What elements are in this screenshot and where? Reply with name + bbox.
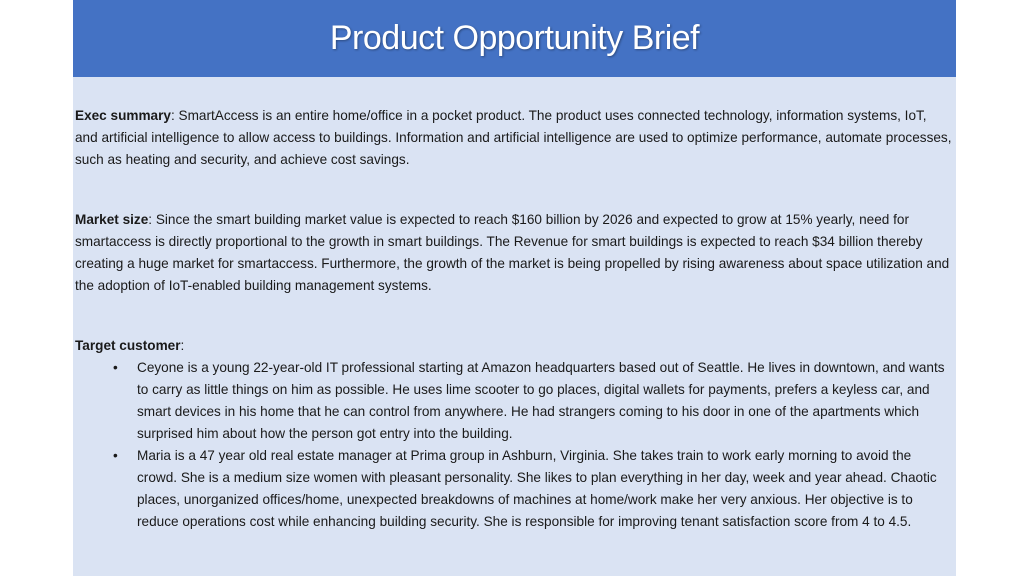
title-bar (73, 0, 956, 77)
market-size-text: : Since the smart building market value is expected to reach $160 billion by 2026 and expected to grow at 15% yearly, need for smartaccess is directly proportional to the growth in smart buildings. The Revenue for smart buildings is expected to reach $34 billion thereby creating a huge market for smartaccess. Furthermore, the growth of the market is being propelled by rising awareness about space utilization and the adoption of IoT-enabled building management systems. (75, 212, 950, 293)
persona-ceyone-text: Ceyone is a young 22-year-old IT professional starting at Amazon headquarters based out of Seattle. He lives in downtown, and wants to carry as little things on him as possible. He uses lime scooter to go places, digital wallets for payments, prefers a keyless car, and smart devices in his home that he can control from anywhere. He had strangers coming to his door in one of the apartments which surprised him about how the person got entry into the building. (137, 360, 945, 441)
list-item (75, 445, 953, 533)
bullet-icon: • (113, 448, 118, 463)
bullet-icon: • (113, 360, 118, 375)
target-customer-colon: : (180, 338, 185, 353)
slide (73, 0, 956, 576)
slide-body (75, 105, 953, 533)
slide-title: Product Opportunity Brief (329, 19, 700, 57)
target-customer-label: Target customer (75, 338, 181, 353)
exec-summary-text: : SmartAccess is an entire home/office in a pocket product. The product uses connected technology, information systems, IoT, and artificial intelligence to allow access to buildings. Information and artificial intelligence are used to optimize performance, automate processes, such as heating and security, and achieve cost savings. (75, 108, 952, 167)
exec-summary-paragraph (75, 105, 953, 171)
persona-maria-text: Maria is a 47 year old real estate manager at Prima group in Ashburn, Virginia. She takes train to work early morning to avoid the crowd. She is a medium size women with pleasant personality. She likes to plan everything in her day, week and year ahead. Chaotic places, unorganized offices/home, unexpected breakdowns of machines at home/work make her very anxious. Her objective is to reduce operations cost while enhancing building security. She is responsible for improving tenant satisfaction score from 4 to 4.5. (137, 448, 937, 529)
market-size-label: Market size (75, 212, 149, 227)
target-customer-list (75, 357, 953, 533)
exec-summary-label: Exec summary (75, 108, 171, 123)
target-customer-heading (75, 335, 953, 357)
market-size-paragraph (75, 209, 953, 297)
list-item (75, 357, 953, 445)
